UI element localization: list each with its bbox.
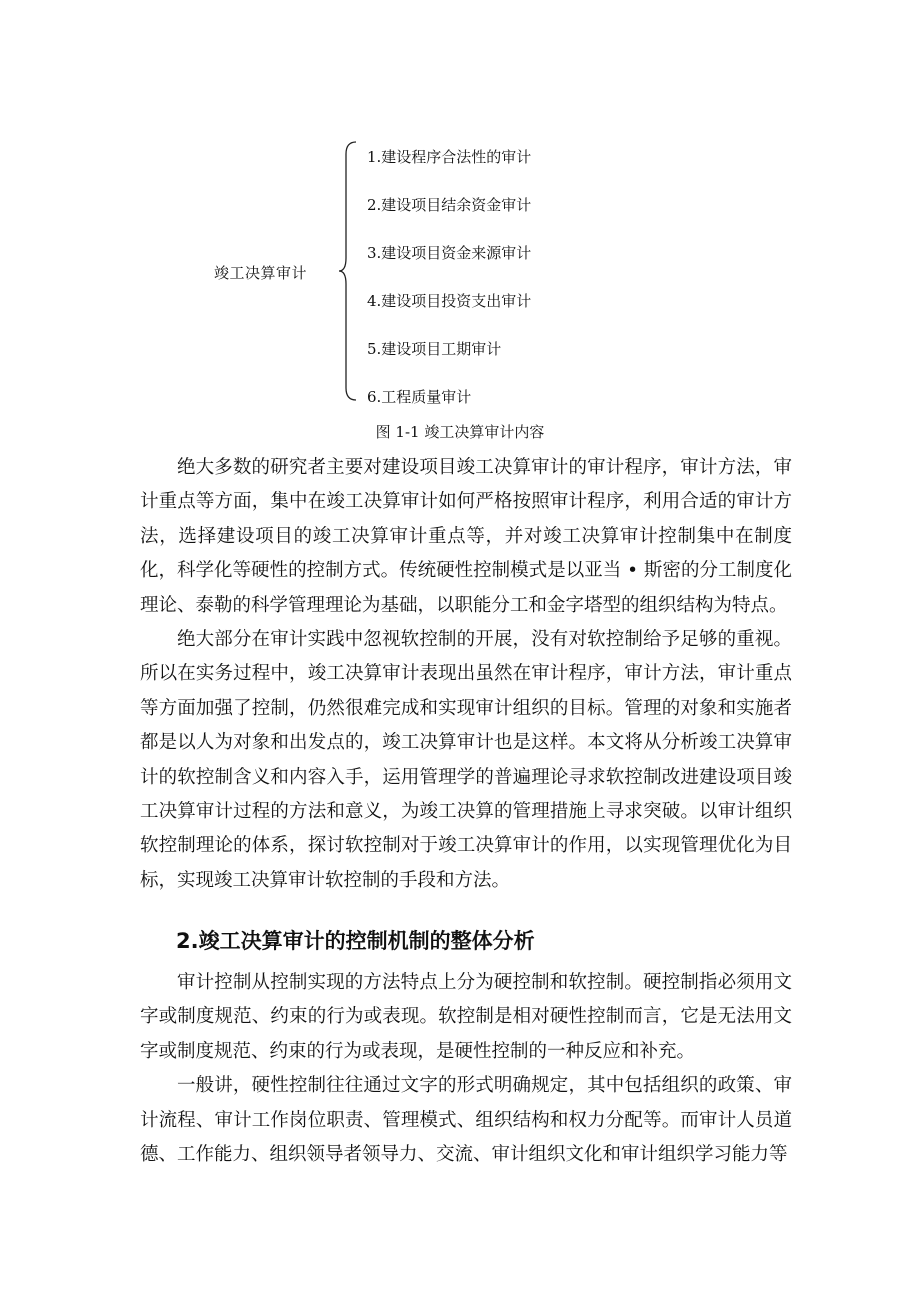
body-section-1 bbox=[140, 451, 792, 898]
paragraph: 一般讲，硬性控制往往通过文字的形式明确规定，其中包括组织的政策、审计流程、审计工作岗位职责、管理模式、组织结构和权力分配等。而审计人员道德、工作能力、组织领导者领导力、交流、审计组织文化和审计组织学习能力等 bbox=[140, 1075, 792, 1166]
paragraph: 绝大部分在审计实践中忽视软控制的开展，没有对软控制给予足够的重视。所以在实务过程中，竣工决算审计表现出虽然在审计程序，审计方法，审计重点等方面加强了控制，仍然很难完成和实现审计组织的目标。管理的对象和实施者都是以人为对象和出发点的，竣工决算审计也是这样。本文将从分析竣工决算审计的软控制含义和内容入手，运用管理学的普遍理论寻求软控制改进建设项目竣工决算审计过程的方法和意义，为竣工决算的管理措施上寻求突破。以审计组织软控制理论的体系，探讨软控制对于竣工决算审计的作用，以实现管理优化为目标，实现竣工决算审计软控制的手段和方法。 bbox=[140, 629, 792, 891]
diagram-branch-6: 6.工程质量审计 bbox=[367, 388, 472, 406]
audit-content-diagram bbox=[0, 0, 920, 445]
diagram-branch-2: 2.建设项目结余资金审计 bbox=[367, 196, 532, 214]
diagram-branch-4: 4.建设项目投资支出审计 bbox=[367, 292, 532, 310]
diagram-root-label: 竣工决算审计 bbox=[214, 264, 308, 282]
section-heading: 2.竣工决算审计的控制机制的整体分析 bbox=[176, 929, 535, 953]
body-section-2 bbox=[140, 966, 792, 1172]
diagram-branch-1: 1.建设程序合法性的审计 bbox=[367, 148, 532, 166]
diagram-branch-5: 5.建设项目工期审计 bbox=[367, 340, 502, 358]
diagram-branch-3: 3.建设项目资金来源审计 bbox=[367, 244, 532, 262]
curly-brace-icon bbox=[336, 140, 360, 402]
paragraph: 绝大多数的研究者主要对建设项目竣工决算审计的审计程序，审计方法，审计重点等方面，集中在竣工决算审计如何严格按照审计程序，利用合适的审计方法，选择建设项目的竣工决算审计重点等，并对竣工决算审计控制集中在制度化，科学化等硬性的控制方式。传统硬性控制模式是以亚当 • 斯密的分工制度化理论、泰勒的科学管理理论为基础，以职能分工和金字塔型的组织结构为特点。 bbox=[140, 457, 792, 616]
figure-caption: 图 1-1 竣工决算审计内容 bbox=[375, 423, 545, 441]
paragraph: 审计控制从控制实现的方法特点上分为硬控制和软控制。硬控制指必须用文字或制度规范、约束的行为或表现。软控制是相对硬性控制而言，它是无法用文字或制度规范、约束的行为或表现，是硬性控制的一种反应和补充。 bbox=[140, 972, 792, 1062]
